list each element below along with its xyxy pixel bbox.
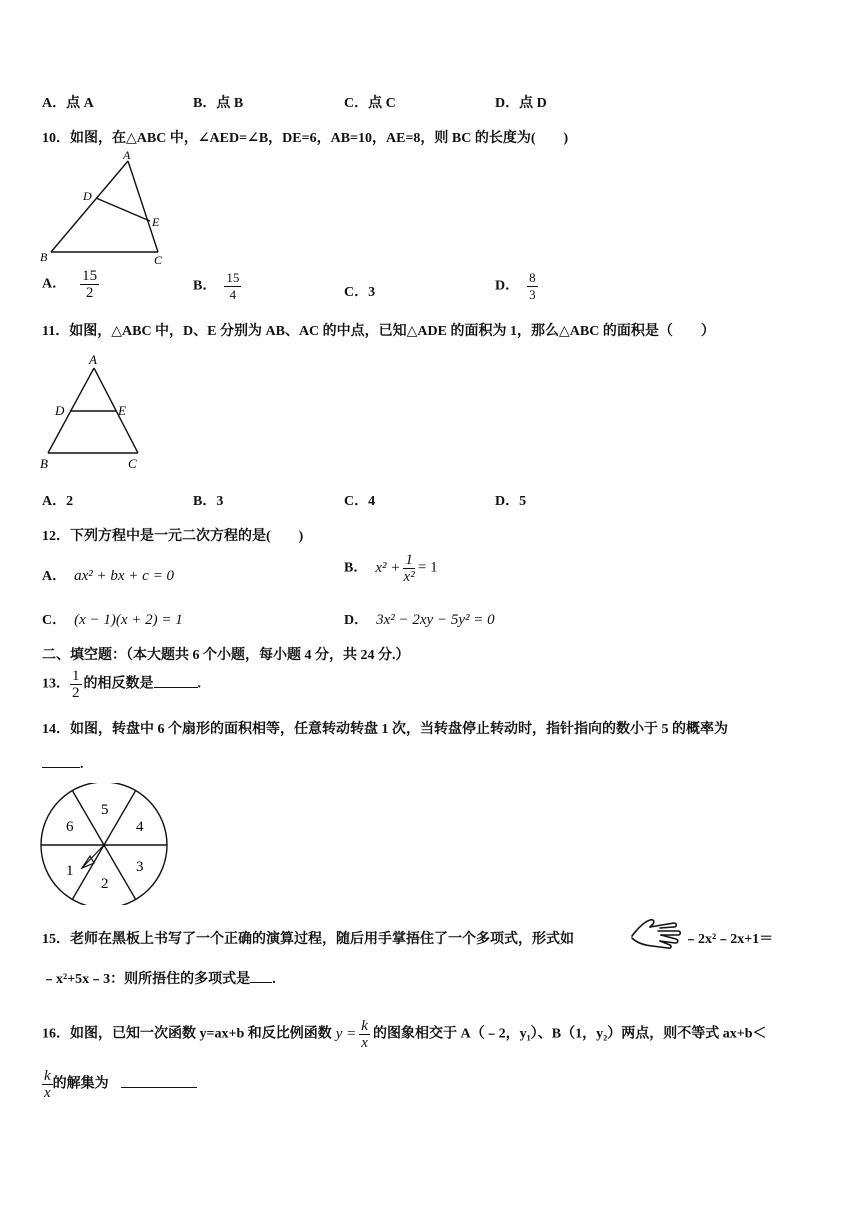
q9-option-c: C．点 C [344,96,396,111]
q13-line: 13． $\frac{1}{2}$ 的相反数是 . [42,668,201,701]
q14-spinner-figure [38,783,174,905]
q10-option-a: A． $\frac{15}{2}$ [42,268,98,301]
q14-line2: . [42,753,84,773]
q11-stem: 11．如图，△ABC 中，D、E 分别为 AB、AC 的中点，已知△ADE 的面积为 1，那么△ABC 的面积是（ ） [42,324,715,339]
q10-side-ac [128,161,158,252]
q10-stem: 10．如图，在△ABC 中，∠AED=∠B，DE=6，AB=10，AE=8，则 BC 的长度为( ) [42,131,569,146]
q10-label-c: C [154,253,163,267]
q12-option-d: D． 3x² − 2xy − 5y² = 0 [344,612,495,628]
q10-label-d: D [83,189,92,203]
q12-option-c: C． (x − 1)(x + 2) = 1 [42,612,183,628]
q9-option-b: B．点 B [193,96,244,111]
q13-answer-blank [154,675,198,688]
q10-label-b: B [40,250,48,264]
q16-line2: $\frac{k}{x}$ 的解集为 [42,1068,197,1101]
sector-3: 3 [136,859,144,875]
hand-icon [628,914,682,954]
q12-option-b: B． x² + $\frac{1}{\text{x²}}$ = 1 [344,552,438,585]
q9-option-d: D．点 D [495,96,547,111]
q10-option-d: D． $\frac{8}{3}$ [495,270,536,302]
sector-2: 2 [101,876,109,892]
q14-answer-blank [42,753,80,768]
q12-option-a: A． ax² + bx + c = 0 [42,568,174,584]
sector-4: 4 [136,819,144,835]
q15-line2: ﹣x²+5x﹣3：则所捂住的多项式是 . [42,972,276,987]
q15-line1-pre: 15．老师在黑板上书写了一个正确的演算过程，随后用手掌捂住了一个多项式，形式如 [42,932,574,947]
q11-option-a: A．2 [42,494,74,509]
q15-answer-blank [250,970,272,983]
q11-option-d: D．5 [495,494,527,509]
q16-answer-blank [121,1075,197,1088]
q10-triangle-figure [36,148,176,270]
q11-label-b: B [40,456,48,471]
q14-line1: 14．如图，转盘中 6 个扇形的面积相等，任意转动转盘 1 次，当转盘停止转动时，指针指向的数小于 5 的概率为 [42,722,728,737]
sector-5: 5 [101,802,109,818]
q10-option-c: C．3 [344,285,376,300]
q12-stem: 12．下列方程中是一元二次方程的是( ) [42,529,304,544]
section-heading: 二、填空题：（本大题共 6 个小题，每小题 4 分，共 24 分.） [42,648,410,663]
q11-label-e: E [118,403,126,418]
q11-triangle-figure [36,350,154,474]
sector-1: 1 [66,863,74,879]
q10-label-a: A [123,148,131,162]
q11-option-b: B．3 [193,494,224,509]
q11-option-c: C．4 [344,494,376,509]
q15-line1-post: ﹣2x²﹣2x+1＝ [684,932,774,947]
q11-label-c: C [128,456,137,471]
q11-label-d: D [55,403,65,418]
sector-6: 6 [66,819,74,835]
q10-option-b: B． $\frac{15}{4}$ [193,270,240,302]
q10-label-e: E [152,215,160,229]
q11-label-a: A [89,352,97,367]
q9-option-a: A．点 A [42,96,94,111]
q16-line1: 16．如图，已知一次函数 y=ax+b 和反比例函数 y = $\frac{k}{x}$ 的图象相交于 A（﹣2，y₁）、B（1，y₂）两点，则不等式 ax+b＜ [42,1018,767,1051]
